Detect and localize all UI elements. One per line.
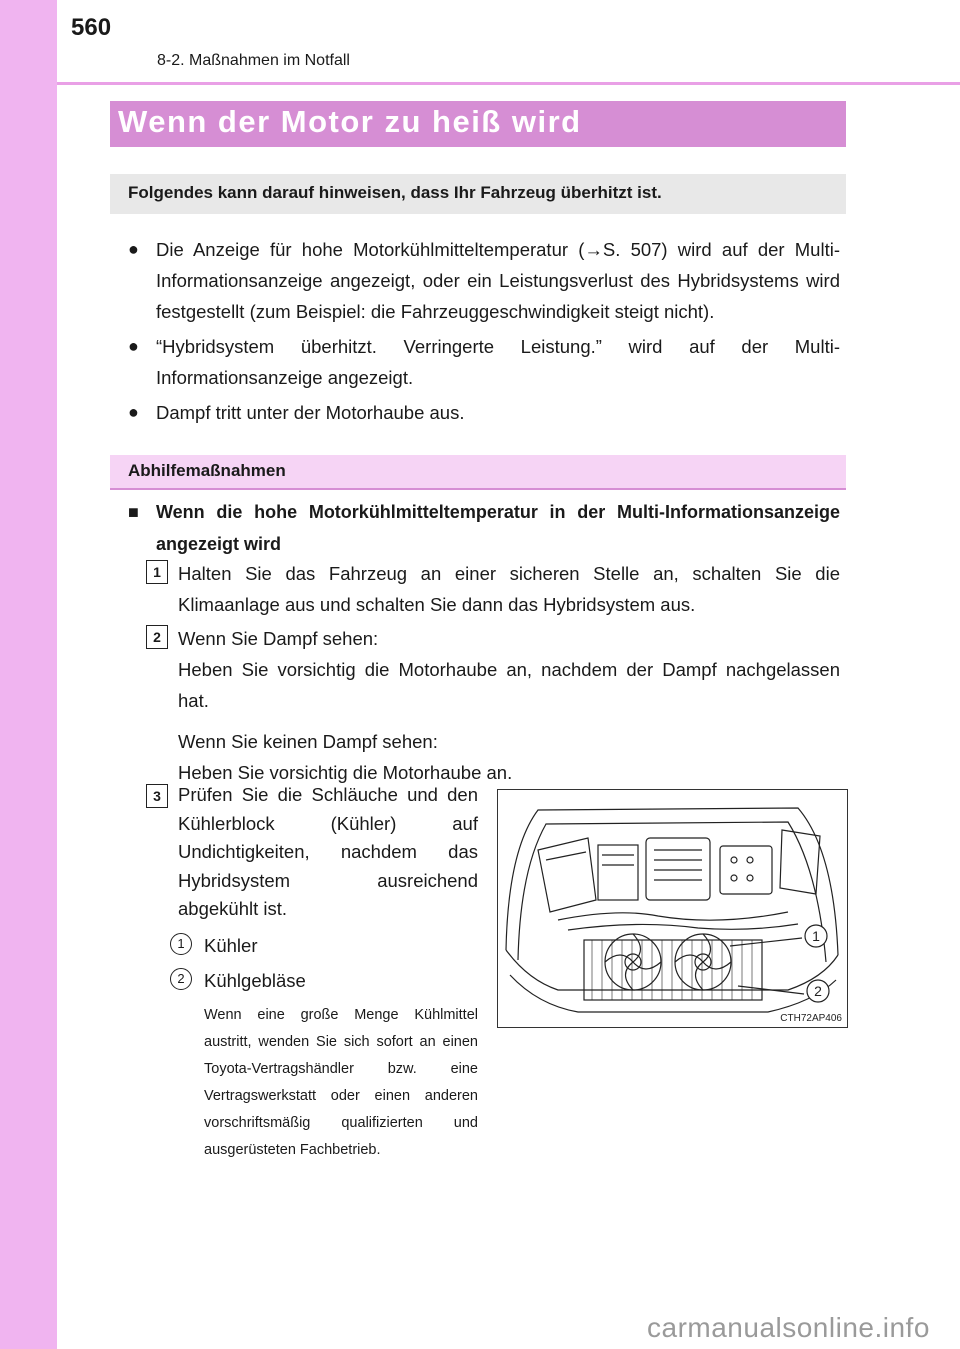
step-2-text bbox=[178, 623, 840, 788]
step-number-badge: 3 bbox=[146, 784, 168, 808]
page-title: Wenn der Motor zu heiß wird bbox=[118, 104, 582, 139]
page-number: 560 bbox=[71, 14, 112, 41]
step-2-line: Heben Sie vorsichtig die Motorhaube an, nachdem der Dampf nachgelassen hat. bbox=[178, 659, 840, 711]
header-rule bbox=[57, 82, 960, 85]
step-2-line: Wenn Sie Dampf sehen: bbox=[178, 628, 379, 649]
case-heading-text: Wenn die hohe Motorkühlmitteltemperatur in der Multi-Informationsanzeige angezeigt wird bbox=[156, 502, 840, 554]
step-2-line: Wenn Sie keinen Dampf sehen: bbox=[178, 731, 438, 752]
engine-bay-figure bbox=[497, 789, 848, 1028]
engine-bay-illustration bbox=[498, 790, 847, 1027]
section-heading: 8-2. Maßnahmen im Notfall bbox=[157, 52, 350, 69]
coolant-note: Wenn eine große Menge Kühlmittel austritt, wenden Sie sich sofort an einen Toyota-Vertragshändler bzw. eine Vertragswerkstatt oder einen anderen vorschriftsmäßig qualifizierten und ausgerüsteten Fachbetrieb. bbox=[204, 1007, 478, 1158]
step-number-badge: 1 bbox=[146, 560, 168, 584]
callout-number-badge: 2 bbox=[170, 968, 192, 990]
figure-code: CTH72AP406 bbox=[780, 1013, 842, 1024]
symptom-item: ● “Hybridsystem überhitzt. Verringerte Leistung.” wird auf der Multi-Informationsanzeige angezeigt. bbox=[128, 331, 840, 393]
intro-text: Folgendes kann darauf hinweisen, dass Ihr Fahrzeug überhitzt ist. bbox=[128, 183, 662, 202]
symptom-item: ● Dampf tritt unter der Motorhaube aus. bbox=[128, 397, 840, 428]
case-heading bbox=[128, 496, 840, 560]
remedies-heading: Abhilfemaßnahmen bbox=[128, 461, 286, 480]
step-1-text: Halten Sie das Fahrzeug an einer sicheren Stelle an, schalten Sie die Klimaanlage aus und schalten Sie dann das Hybridsystem aus. bbox=[178, 563, 840, 615]
step-2-line: Heben Sie vorsichtig die Motorhaube an. bbox=[178, 762, 513, 783]
footer-watermark: carmanualsonline.info bbox=[647, 1312, 930, 1343]
callout-number-badge: 1 bbox=[170, 933, 192, 955]
figure-callout-2-label: 2 bbox=[814, 983, 822, 999]
component-label: Kühler bbox=[204, 935, 258, 956]
symptom-list bbox=[128, 234, 840, 432]
figure-callout-1-label: 1 bbox=[812, 928, 820, 944]
symptom-item: ● Die Anzeige für hohe Motorkühlmitteltemperatur (→S. 507) wird auf der Multi-Informationsanzeige angezeigt, oder ein Leistungsverlust des Hybridsystems wird festgestellt (zum Beispiel: die Fahrzeuggeschwindigkeit steigt nicht). bbox=[128, 234, 840, 327]
step-number-badge: 2 bbox=[146, 625, 168, 649]
component-label: Kühlgebläse bbox=[204, 970, 306, 991]
square-bullet-icon: ■ bbox=[128, 502, 139, 522]
step-3-text: Prüfen Sie die Schläuche und den Kühlerblock (Kühler) auf Undichtigkeiten, nachdem das Hybridsystem ausreichend abgekühlt ist. bbox=[178, 784, 478, 919]
side-color-bar bbox=[0, 0, 57, 1349]
